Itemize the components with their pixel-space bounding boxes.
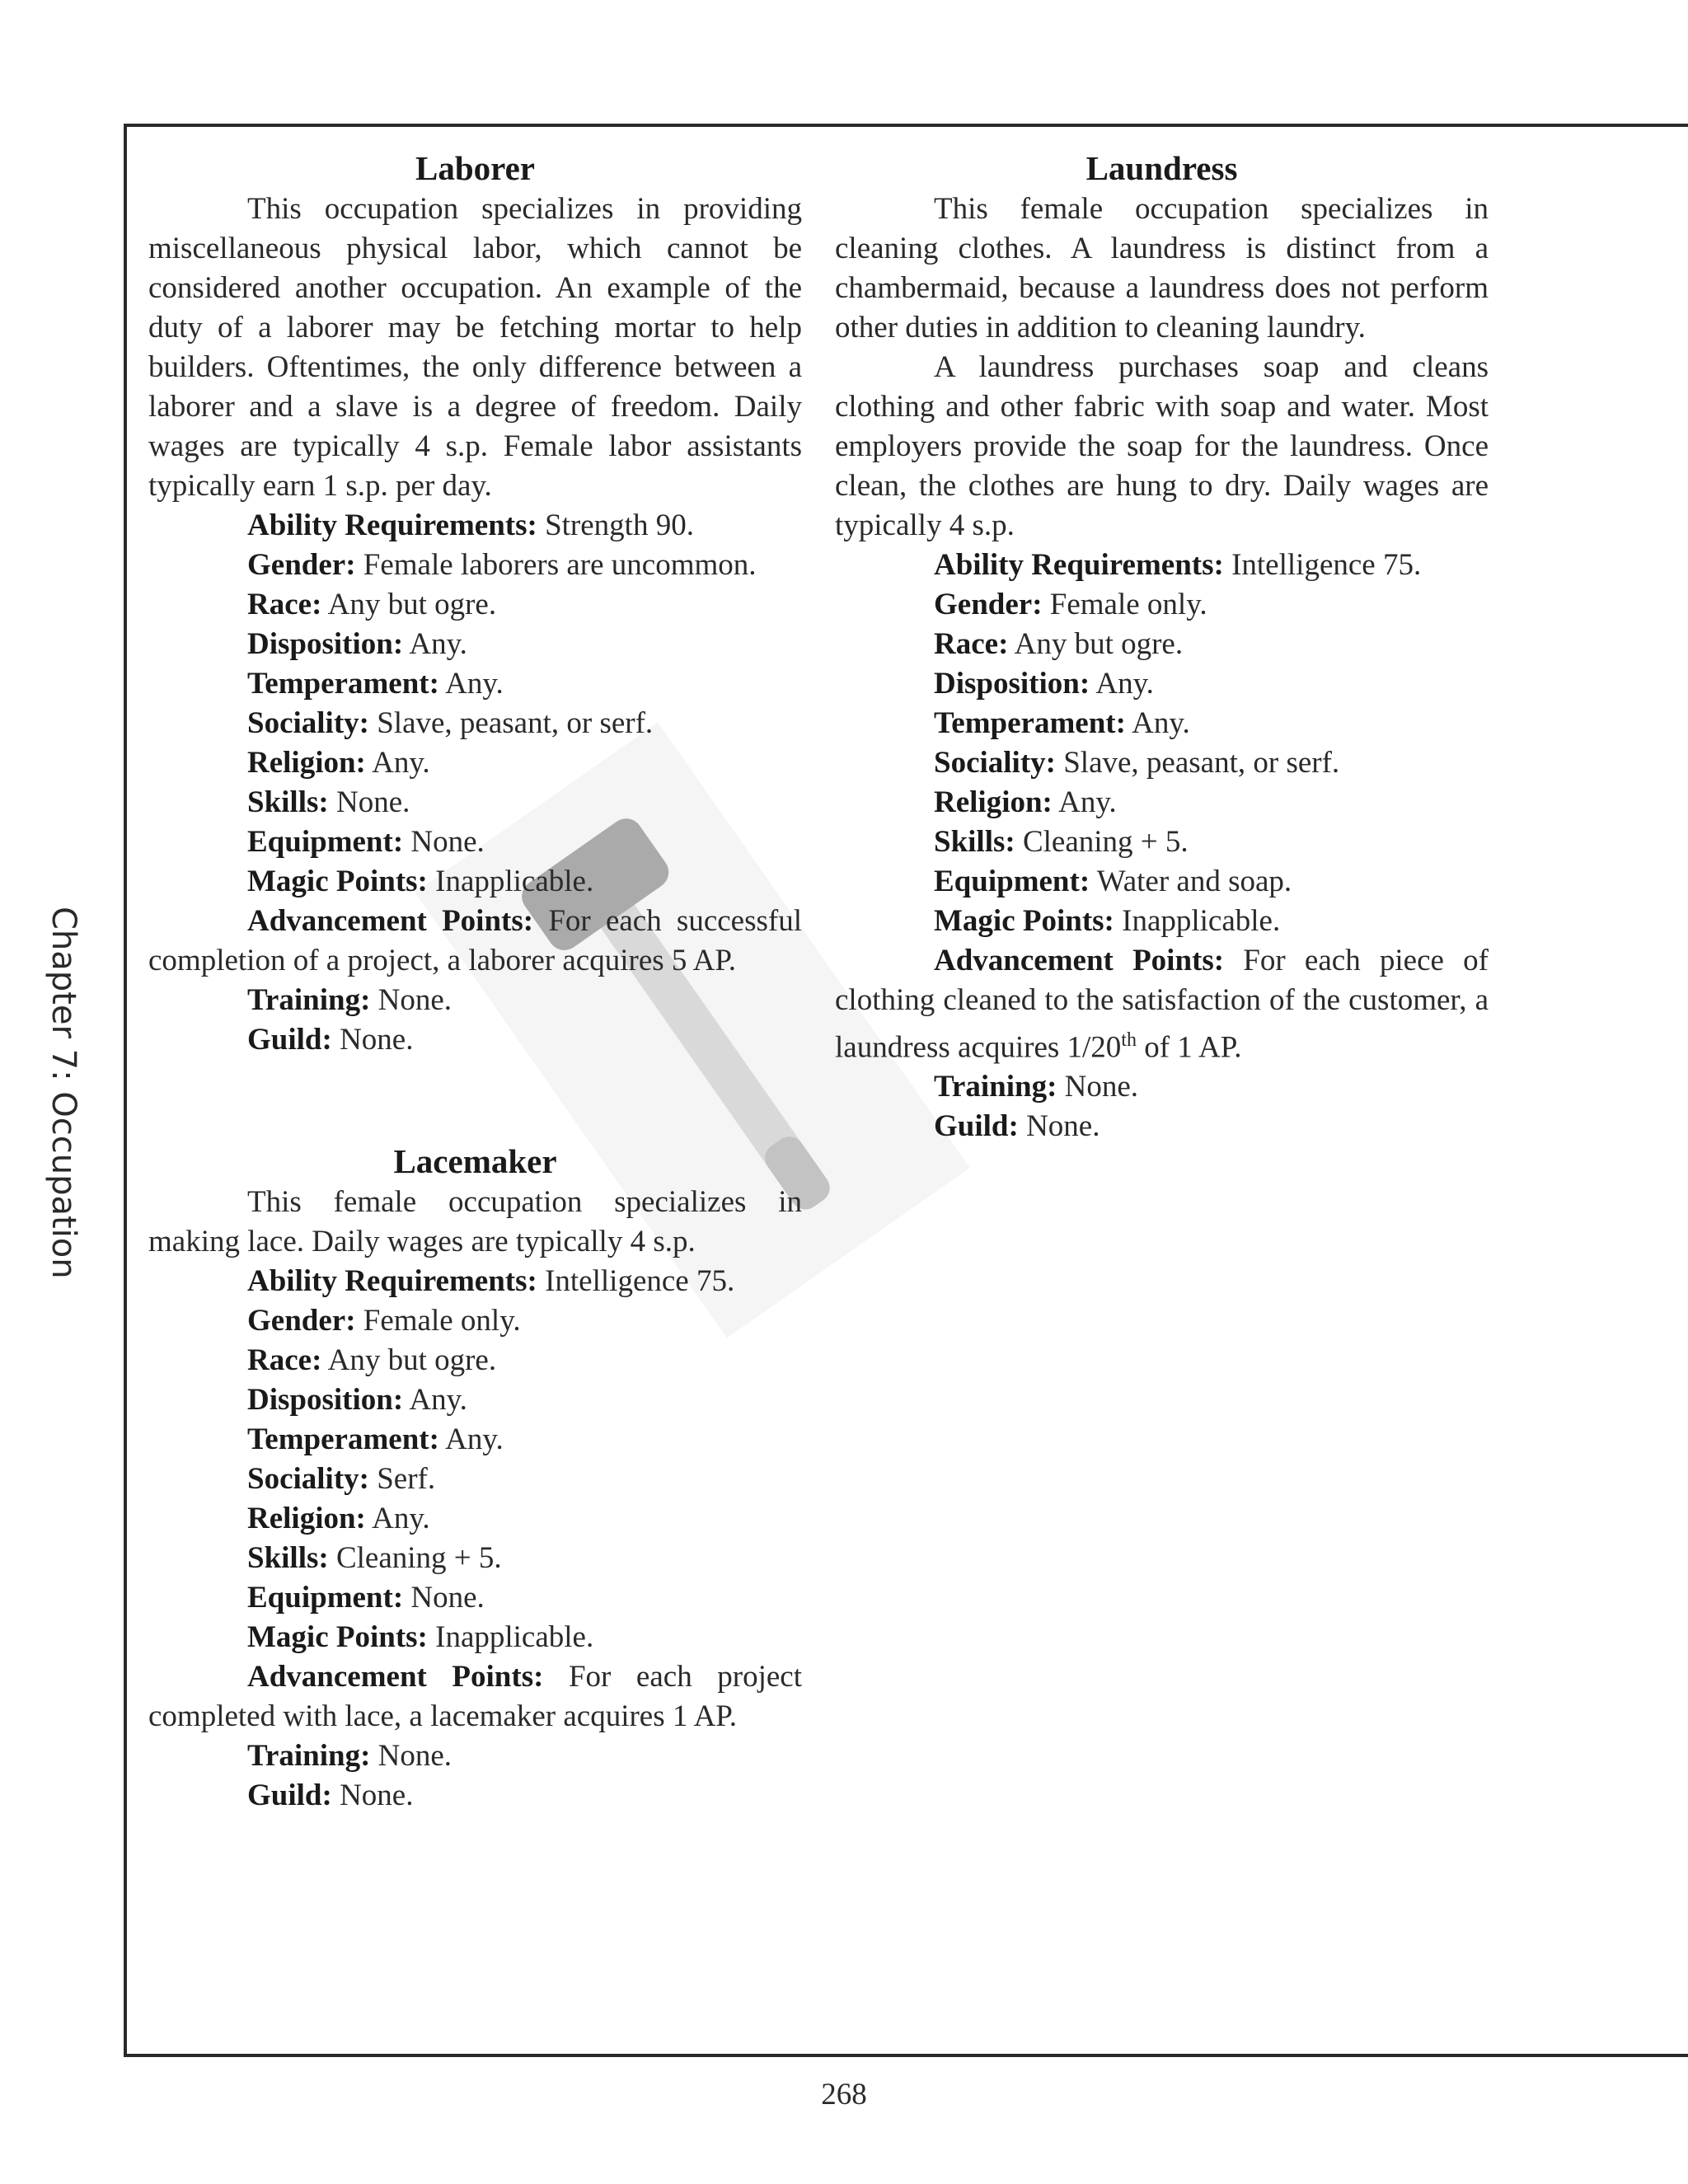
laundress-temperament: Temperament: Any. [934, 706, 1190, 740]
chapter-sidebar-label: Chapter 7: Occupation [45, 907, 82, 1279]
laborer-disposition: Disposition: Any. [247, 627, 467, 661]
laundress-description-1: This female occupation specializes in cleaning clothes. A laundress is distinct from a chambermaid, because a laundress does not perform other duties in addition to cleaning laundry. [835, 192, 1489, 344]
lacemaker-sociality: Sociality: Serf. [247, 1462, 436, 1496]
lacemaker-description: This female occupation specializes in making lace. Daily wages are typically 4 s.p. [148, 1185, 802, 1258]
laborer-gender: Gender: Female laborers are uncommon. [247, 548, 757, 582]
laborer-equipment: Equipment: None. [247, 825, 485, 859]
lacemaker-race: Race: Any but ogre. [247, 1343, 497, 1377]
laundress-training: Training: None. [934, 1070, 1139, 1104]
laborer-description: This occupation specializes in providing miscellaneous physical labor, which cannot be considered another occupation. An example of the duty of a laborer may be fetching mortar to help builders. Oftentimes, the only difference between a laborer and a slave is a degree of freedom. Daily wages are typically 4 s.p. Female labor assistants typically earn 1 s.p. per day. [148, 192, 802, 503]
laborer-religion: Religion: Any. [247, 746, 430, 780]
laundress-ability-requirements: Ability Requirements: Intelligence 75. [934, 548, 1422, 582]
lacemaker-temperament: Temperament: Any. [247, 1422, 504, 1456]
laundress-gender: Gender: Female only. [934, 588, 1207, 621]
laundress-magic-points: Magic Points: Inapplicable. [934, 904, 1281, 938]
laundress-section [835, 147, 1489, 1146]
laundress-religion: Religion: Any. [934, 785, 1117, 819]
lacemaker-gender: Gender: Female only. [247, 1304, 521, 1338]
page-number: 268 [821, 2078, 867, 2111]
lacemaker-title: Lacemaker [393, 1142, 557, 1180]
laborer-sociality: Sociality: Slave, peasant, or serf. [247, 706, 654, 740]
lacemaker-religion: Religion: Any. [247, 1502, 430, 1535]
lacemaker-section [148, 1140, 802, 1816]
laborer-guild: Guild: None. [247, 1023, 414, 1057]
laborer-temperament: Temperament: Any. [247, 667, 504, 701]
lacemaker-training: Training: None. [247, 1739, 452, 1773]
laundress-sociality: Sociality: Slave, peasant, or serf. [934, 746, 1340, 780]
laundress-race: Race: Any but ogre. [934, 627, 1184, 661]
laundress-skills: Skills: Cleaning + 5. [934, 825, 1189, 859]
laborer-title: Laborer [415, 149, 535, 187]
laborer-ability-requirements: Ability Requirements: Strength 90. [247, 509, 694, 542]
lacemaker-guild: Guild: None. [247, 1779, 414, 1812]
laundress-equipment: Equipment: Water and soap. [934, 865, 1292, 898]
laundress-advancement-points: Advancement Points: For each piece of clothing cleaned to the satisfaction of the customer, a laundress acquires 1/20th of 1 AP. [835, 944, 1489, 1065]
laborer-skills: Skills: None. [247, 785, 410, 819]
lacemaker-equipment: Equipment: None. [247, 1581, 485, 1615]
laundress-guild: Guild: None. [934, 1109, 1100, 1144]
laundress-title: Laundress [1085, 149, 1238, 187]
right-column [835, 147, 1489, 1146]
laborer-training: Training: None. [247, 983, 452, 1017]
lacemaker-skills: Skills: Cleaning + 5. [247, 1541, 502, 1575]
ordinal-superscript: th [1121, 1029, 1137, 1051]
laundress-disposition: Disposition: Any. [934, 667, 1154, 701]
section-spacer [148, 1060, 802, 1140]
laborer-magic-points: Magic Points: Inapplicable. [247, 865, 594, 898]
laborer-advancement-points: Advancement Points: For each successful completion of a project, a laborer acquires 5 AP. [148, 904, 802, 977]
lacemaker-disposition: Disposition: Any. [247, 1383, 467, 1417]
lacemaker-advancement-points: Advancement Points: For each project completed with lace, a lacemaker acquires 1 AP. [148, 1660, 802, 1733]
laborer-section [148, 147, 802, 1060]
lacemaker-magic-points: Magic Points: Inapplicable. [247, 1620, 594, 1654]
lacemaker-ability-requirements: Ability Requirements: Intelligence 75. [247, 1264, 735, 1298]
laundress-description-2: A laundress purchases soap and cleans clothing and other fabric with soap and water. Most employers provide the soap for the laundress. Once clean, the clothes are hung to dry. Daily wages are typically 4 s.p. [835, 350, 1489, 542]
left-column [148, 147, 802, 1816]
laborer-race: Race: Any but ogre. [247, 588, 497, 621]
